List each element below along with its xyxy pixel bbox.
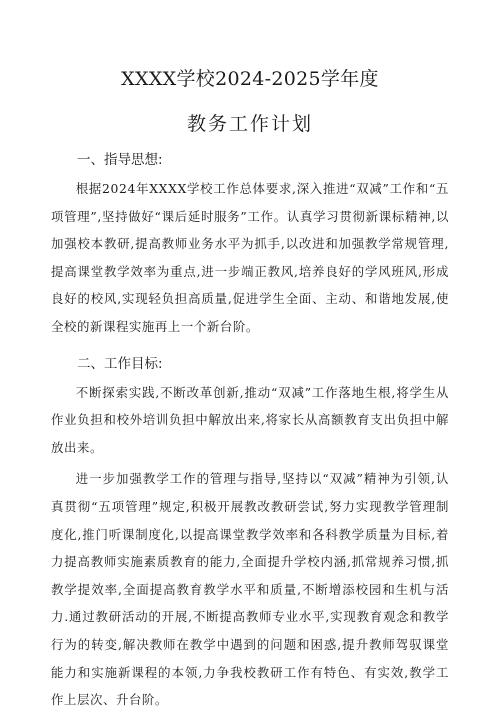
document-title: XXXX学校2024-2025学年度 [121, 68, 379, 90]
section-work-goals [51, 353, 449, 714]
paragraph: 不断探索实践,不断改革创新,推动“双减”工作落地生根,将学生从作业负担和校外培训负担中解放出来,将家长从高额教育支出负担中解放出来。 [51, 384, 449, 455]
section-guiding-ideology [51, 149, 449, 341]
paragraph: 进一步加强教学工作的管理与指导,坚持以“双减”精神为引领,认真贯彻“五项管理”规定,积极开展教改教研尝试,努力实现教学管理制度化,推门听课制度化,以提高课堂教学效率和各科教学质量为目标,着力提高教师实施素质教育的能力,全面提升学校内涵,抓常规养习惯,抓教学提效率,全面提高教育教学水平和质量,不断增添校园和生机与活力.通过教研活动的开展,不断提高教师专业水平,实现教育观念和教学行为的转变,解决教师在教学中遇到的问题和困惑,提升教师驾驭课堂能力和实施新课程的本领,力争我校教研工作有特色、有实效,教学工作上层次、升台阶。 [51, 471, 449, 708]
section-heading: 一、指导思想: [77, 152, 163, 168]
document-subtitle: 教务工作计划 [186, 113, 313, 135]
section-heading: 二、工作目标: [77, 355, 163, 372]
paragraph: 根据2024年XXXX学校工作总体要求,深入推进“双减”工作和“五项管理”,坚持做好“课后延时服务”工作。认真学习贯彻新课标精神,以加强校本教研,提高教师业务水平为抓手,以改进和加强教学常规管理,提高课堂教学效率为重点,进一步端正教风,培养良好的学风班风,形成良好的校风,实现轻负担高质量,促进学生全面、主动、和谐地发展,使全校的新课程实施再上一个新台阶。 [51, 181, 449, 334]
